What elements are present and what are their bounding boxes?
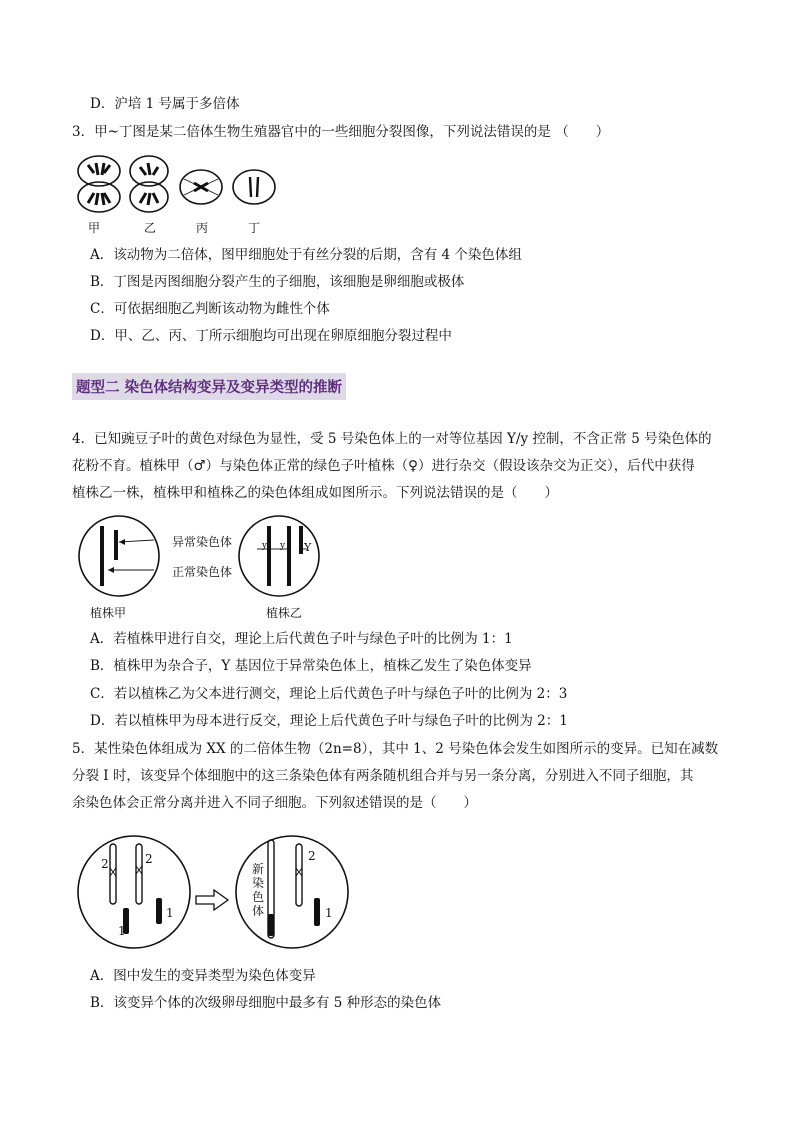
cell-yi-figure bbox=[130, 156, 168, 212]
q5-option-b: B．该变异个体的次级卵母细胞中最多有 5 种形态的染色体 bbox=[90, 995, 442, 1011]
cell-jia-figure bbox=[78, 156, 120, 212]
label-normal-chromosome: 正常染色体 bbox=[172, 565, 233, 579]
q5-label-1-left: 1 bbox=[118, 924, 126, 938]
q3-option-a: A．该动物为二倍体，图甲细胞处于有丝分裂的后期，含有 4 个染色体组 bbox=[90, 247, 522, 263]
caption-plant-a: 植株甲 bbox=[90, 606, 127, 620]
q5-label-1-right: 1 bbox=[166, 906, 174, 920]
q3-option-d: D．甲、乙、丙、丁所示细胞均可出现在卵原细胞分裂过程中 bbox=[90, 328, 452, 344]
cell-bing-figure bbox=[180, 170, 222, 204]
q3-option-c: C．可依据细胞乙判断该动物为雌性个体 bbox=[90, 301, 330, 317]
new-chrom-char-3: 色 bbox=[252, 890, 265, 904]
q3-stem: 3．甲~丁图是某二倍体生物生殖器官中的一些细胞分裂图像，下列说法错误的是 （ ） bbox=[72, 124, 610, 140]
q3-option-b: B．丁图是丙图细胞分裂产生的子细胞，该细胞是卵细胞或极体 bbox=[90, 274, 465, 290]
q5-label-2-new-cell: 2 bbox=[308, 849, 316, 863]
new-chrom-char-4: 体 bbox=[252, 904, 265, 918]
q5-stem-line-3: 余染色体会正常分离并进入不同子细胞。下列叙述错误的是（ ） bbox=[72, 795, 477, 811]
q4-option-d: D．若以植株甲为母本进行反交，理论上后代黄色子叶与绿色子叶的比例为 2：1 bbox=[90, 713, 568, 729]
q4-option-b: B．植株甲为杂合子，Y 基因位于异常染色体上，植株乙发生了染色体变异 bbox=[90, 658, 532, 674]
cell-ding-figure bbox=[233, 170, 275, 204]
gene-label-y-2: y bbox=[280, 541, 286, 551]
q4-chromosome-figure bbox=[74, 512, 334, 598]
q5-label-1-new-cell: 1 bbox=[325, 906, 333, 920]
q4-stem-line-3: 植株乙一株，植株甲和植株乙的染色体组成如图所示。下列说法错误的是（ ） bbox=[72, 485, 558, 501]
cell-label-ding: 丁 bbox=[248, 221, 261, 235]
q4-stem-line-2: 花粉不育。植株甲（♂）与染色体正常的绿色子叶植株（♀）进行杂交（假设该杂交为正交），后代中获得 bbox=[72, 458, 695, 474]
q3-cell-figures bbox=[74, 153, 284, 215]
cell-label-bing: 丙 bbox=[196, 221, 209, 235]
cell-label-jia: 甲 bbox=[88, 221, 101, 235]
q4-stem-line-1: 4．已知豌豆子叶的黄色对绿色为显性，受 5 号染色体上的一对等位基因 Y/y 控制，不含正常 5 号染色体的 bbox=[72, 431, 712, 447]
new-chrom-char-1: 新 bbox=[252, 862, 265, 876]
q5-option-a: A．图中发生的变异类型为染色体变异 bbox=[90, 968, 316, 984]
q4-option-a: A．若植株甲进行自交，理论上后代黄色子叶与绿色子叶的比例为 1：1 bbox=[90, 631, 513, 647]
q2-option-d: D．沪培 1 号属于多倍体 bbox=[90, 96, 240, 112]
label-abnormal-chromosome: 异常染色体 bbox=[172, 535, 233, 549]
section-heading: 题型二 染色体结构变异及变异类型的推断 bbox=[72, 373, 346, 400]
gene-label-Y: Y bbox=[304, 541, 312, 554]
new-chrom-char-2: 染 bbox=[252, 876, 265, 890]
cell-label-yi: 乙 bbox=[144, 221, 157, 235]
q4-option-c: C．若以植株乙为父本进行测交，理论上后代黄色子叶与绿色子叶的比例为 2：3 bbox=[90, 686, 568, 702]
q5-label-2-right: 2 bbox=[145, 852, 153, 866]
q5-label-2-left: 2 bbox=[101, 857, 109, 871]
gene-label-y-1: y bbox=[262, 541, 268, 551]
q5-new-chromosome-label bbox=[252, 862, 264, 918]
q5-stem-line-2: 分裂 I 时，该变异个体细胞中的这三条染色体有两条随机组合并与另一条分离，分别进入不同子细胞，其 bbox=[72, 768, 694, 784]
q5-stem-line-1: 5．某性染色体组成为 XX 的二倍体生物（2n=8），其中 1、2 号染色体会发生如图所示的变异。已知在减数 bbox=[72, 741, 719, 757]
caption-plant-b: 植株乙 bbox=[266, 606, 303, 620]
